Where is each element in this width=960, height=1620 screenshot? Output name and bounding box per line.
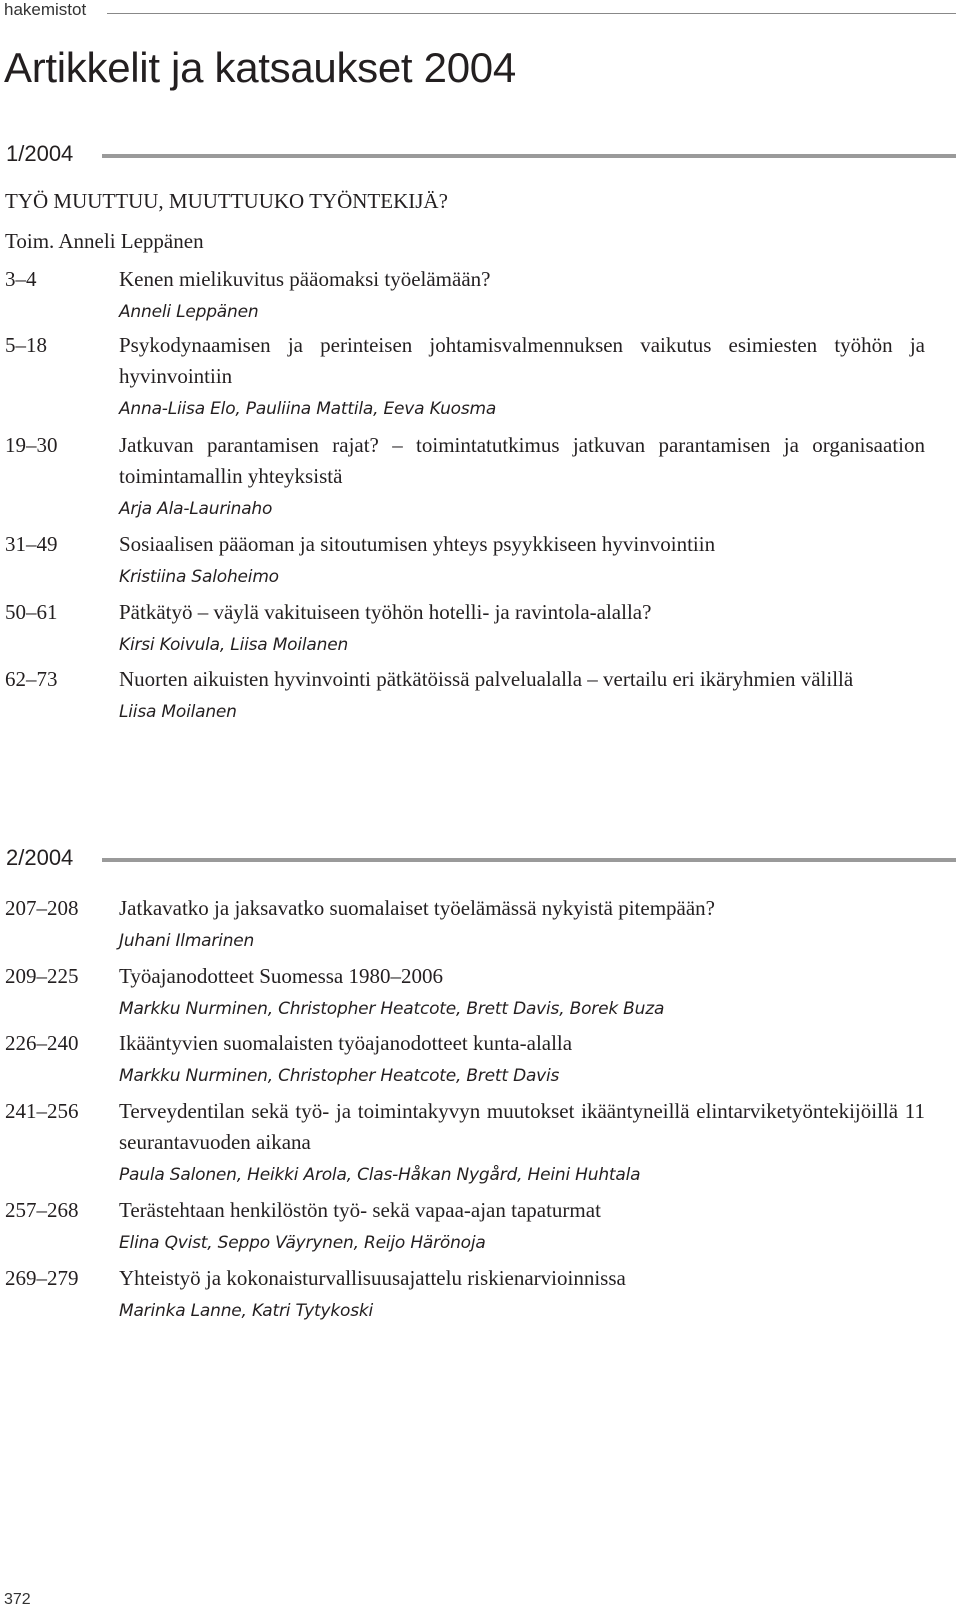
entry-pages: 207–208 [5, 896, 79, 920]
entry-authors: Paula Salonen, Heikki Arola, Clas-Håkan Nygård, Heini Huhtala [119, 1165, 641, 1185]
entry-authors: Juhani Ilmarinen [119, 931, 255, 951]
entry-pages: 257–268 [5, 1198, 79, 1222]
entry-authors: Anneli Leppänen [119, 302, 259, 322]
entry-title: Kenen mielikuvitus pääomaksi työelämään? [119, 267, 491, 291]
toc-entry [5, 893, 925, 958]
toc-entry [5, 529, 925, 594]
entry-title: Terästehtaan henkilöstön työ- sekä vapaa-ajan tapaturmat [119, 1198, 601, 1222]
entry-authors: Markku Nurminen, Christopher Heatcote, Brett Davis [119, 1066, 560, 1086]
header-rule [107, 13, 956, 14]
entry-authors: Arja Ala-Laurinaho [119, 499, 273, 519]
entry-pages: 62–73 [5, 667, 58, 691]
entry-title: Ikääntyvien suomalaisten työajanodotteet kunta-alalla [119, 1031, 573, 1055]
toc-entry [5, 597, 925, 662]
entry-pages: 5–18 [5, 333, 47, 357]
issue-editor: Toim. Anneli Leppänen [5, 229, 204, 253]
entry-authors: Markku Nurminen, Christopher Heatcote, Brett Davis, Borek Buza [119, 999, 665, 1019]
entry-pages: 269–279 [5, 1266, 79, 1290]
toc-entry [5, 330, 925, 426]
entry-pages: 226–240 [5, 1031, 79, 1055]
toc-entry [5, 1263, 925, 1328]
entry-authors: Anna-Liisa Elo, Pauliina Mattila, Eeva Kuosma [119, 399, 497, 419]
toc-entry [5, 664, 925, 729]
entry-authors: Kristiina Saloheimo [119, 567, 279, 587]
toc-entry [5, 1096, 925, 1192]
entry-pages: 50–61 [5, 600, 58, 624]
toc-entry [5, 1195, 925, 1260]
issue-rule [102, 154, 956, 158]
entry-title: Yhteistyö ja kokonaisturvallisuusajattelu riskienarvioinnissa [119, 1266, 626, 1290]
entry-title: Terveydentilan sekä työ- ja toimintakyvyn muutokset ikääntyneillä elintarviketyöntekijöillä 11 seurantavuoden aikana [119, 1099, 925, 1154]
entry-title: Jatkuvan parantamisen rajat? – toimintatutkimus jatkuvan parantamisen ja organisaation toimintamallin yhteyksistä [119, 433, 925, 488]
entry-pages: 3–4 [5, 267, 37, 291]
issue-heading-1-2004 [4, 141, 956, 171]
entry-authors: Liisa Moilanen [119, 702, 237, 722]
running-head [4, 0, 956, 22]
issue-label: 1/2004 [6, 141, 74, 166]
entry-authors: Elina Qvist, Seppo Väyrynen, Reijo Härönoja [119, 1233, 486, 1253]
toc-entry [5, 264, 925, 329]
toc-entry [5, 430, 925, 526]
entry-title: Psykodynaamisen ja perinteisen johtamisvalmennuksen vaikutus esimiesten työhön ja hyvinvointiin [119, 333, 925, 388]
toc-entry [5, 1028, 925, 1093]
entry-pages: 19–30 [5, 433, 58, 457]
issue-label: 2/2004 [6, 845, 74, 870]
entry-title: Jatkavatko ja jaksavatko suomalaiset työelämässä nykyistä pitempään? [119, 896, 715, 920]
issue-heading-2-2004 [4, 845, 956, 875]
entry-authors: Marinka Lanne, Katri Tytykoski [119, 1301, 374, 1321]
entry-title: Työajanodotteet Suomessa 1980–2006 [119, 964, 443, 988]
page-number: 372 [4, 1591, 31, 1608]
entry-pages: 31–49 [5, 532, 58, 556]
entry-title: Nuorten aikuisten hyvinvointi pätkätöissä palvelualalla – vertailu eri ikäryhmien välillä [119, 667, 854, 691]
entry-pages: 241–256 [5, 1099, 79, 1123]
entry-title: Sosiaalisen pääoman ja sitoutumisen yhteys psyykkiseen hyvinvointiin [119, 532, 716, 556]
toc-entry [5, 961, 925, 1026]
section-label: hakemistot [4, 0, 87, 19]
page-title: Artikkelit ja katsaukset 2004 [4, 44, 516, 91]
entry-authors: Kirsi Koivula, Liisa Moilanen [119, 635, 349, 655]
issue-rule [102, 858, 956, 862]
entry-title: Pätkätyö – väylä vakituiseen työhön hotelli- ja ravintola-alalla? [119, 600, 652, 624]
issue-theme: TYÖ MUUTTUU, MUUTTUUKO TYÖNTEKIJÄ? [5, 189, 448, 213]
entry-pages: 209–225 [5, 964, 79, 988]
